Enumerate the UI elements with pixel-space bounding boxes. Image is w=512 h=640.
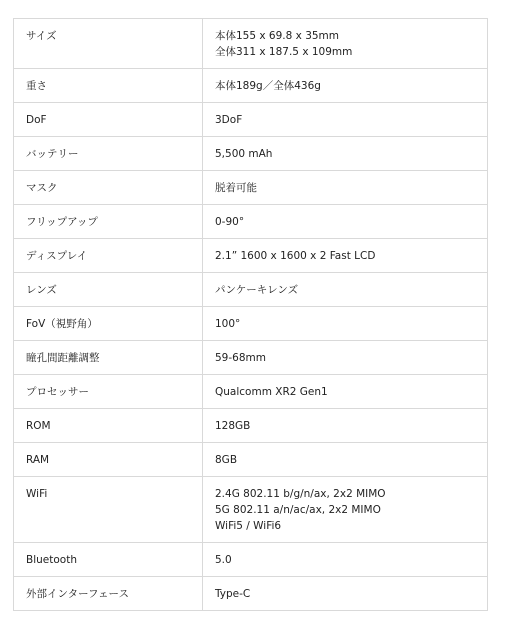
spec-label: サイズ bbox=[14, 19, 203, 69]
spec-label: レンズ bbox=[14, 273, 203, 307]
spec-row-bluetooth bbox=[14, 543, 488, 577]
spec-value-cell bbox=[203, 375, 488, 409]
spec-label: DoF bbox=[14, 103, 203, 137]
spec-table bbox=[13, 18, 488, 611]
spec-row-size bbox=[14, 19, 488, 69]
spec-row-ipd bbox=[14, 341, 488, 375]
spec-value-cell bbox=[203, 103, 488, 137]
spec-value: 本体155 x 69.8 x 35mm bbox=[215, 30, 340, 42]
spec-label: FoV（視野角） bbox=[14, 307, 203, 341]
spec-value: 128GB bbox=[215, 420, 251, 432]
spec-row-flipup bbox=[14, 205, 488, 239]
spec-label: プロセッサー bbox=[14, 375, 203, 409]
spec-value-cell bbox=[203, 577, 488, 611]
spec-value-cell bbox=[203, 171, 488, 205]
spec-label: 外部インターフェース bbox=[14, 577, 203, 611]
spec-value: 0-90° bbox=[215, 216, 245, 228]
spec-label: ROM bbox=[14, 409, 203, 443]
spec-label: 重さ bbox=[14, 69, 203, 103]
spec-row-rom bbox=[14, 409, 488, 443]
spec-value: 2.4G 802.11 b/g/n/ax, 2x2 MIMO bbox=[215, 488, 386, 500]
spec-value-cell bbox=[203, 273, 488, 307]
spec-row-dof bbox=[14, 103, 488, 137]
spec-row-weight bbox=[14, 69, 488, 103]
spec-value-cell bbox=[203, 239, 488, 273]
spec-label: ディスプレイ bbox=[14, 239, 203, 273]
spec-label: Bluetooth bbox=[14, 543, 203, 577]
spec-value-cell bbox=[203, 69, 488, 103]
spec-value: 2.1” 1600 x 1600 x 2 Fast LCD bbox=[215, 250, 376, 262]
spec-value: 3DoF bbox=[215, 114, 243, 126]
spec-row-ram bbox=[14, 443, 488, 477]
spec-value-cell bbox=[203, 19, 488, 69]
spec-value-cell bbox=[203, 137, 488, 171]
spec-value: 全体311 x 187.5 x 109mm bbox=[215, 46, 353, 58]
spec-row-mask bbox=[14, 171, 488, 205]
spec-value: 59-68mm bbox=[215, 352, 266, 364]
spec-value: 5.0 bbox=[215, 554, 232, 566]
spec-value-cell bbox=[203, 477, 488, 543]
spec-value-cell bbox=[203, 205, 488, 239]
spec-value: Qualcomm XR2 Gen1 bbox=[215, 386, 328, 398]
spec-label: バッテリー bbox=[14, 137, 203, 171]
spec-row-fov bbox=[14, 307, 488, 341]
spec-row-interface bbox=[14, 577, 488, 611]
spec-value: WiFi5 / WiFi6 bbox=[215, 520, 282, 532]
spec-row-display bbox=[14, 239, 488, 273]
spec-value-cell bbox=[203, 307, 488, 341]
spec-value: 8GB bbox=[215, 454, 238, 466]
spec-value: パンケーキレンズ bbox=[215, 284, 299, 296]
spec-value-cell bbox=[203, 443, 488, 477]
spec-row-wifi bbox=[14, 477, 488, 543]
spec-value: 5,500 mAh bbox=[215, 148, 273, 160]
spec-value-cell bbox=[203, 341, 488, 375]
spec-value: 5G 802.11 a/n/ac/ax, 2x2 MIMO bbox=[215, 504, 381, 516]
spec-label: RAM bbox=[14, 443, 203, 477]
spec-label: マスク bbox=[14, 171, 203, 205]
spec-row-processor bbox=[14, 375, 488, 409]
spec-row-battery bbox=[14, 137, 488, 171]
spec-label: 瞳孔間距離調整 bbox=[14, 341, 203, 375]
spec-value: 脱着可能 bbox=[215, 182, 257, 194]
spec-value-cell bbox=[203, 543, 488, 577]
spec-label: フリップアップ bbox=[14, 205, 203, 239]
spec-value-cell bbox=[203, 409, 488, 443]
spec-table-body bbox=[14, 19, 488, 611]
spec-label: WiFi bbox=[14, 477, 203, 543]
spec-value: Type-C bbox=[215, 588, 251, 600]
spec-value: 100° bbox=[215, 318, 241, 330]
spec-value: 本体189g／全体436g bbox=[215, 80, 321, 92]
spec-row-lens bbox=[14, 273, 488, 307]
